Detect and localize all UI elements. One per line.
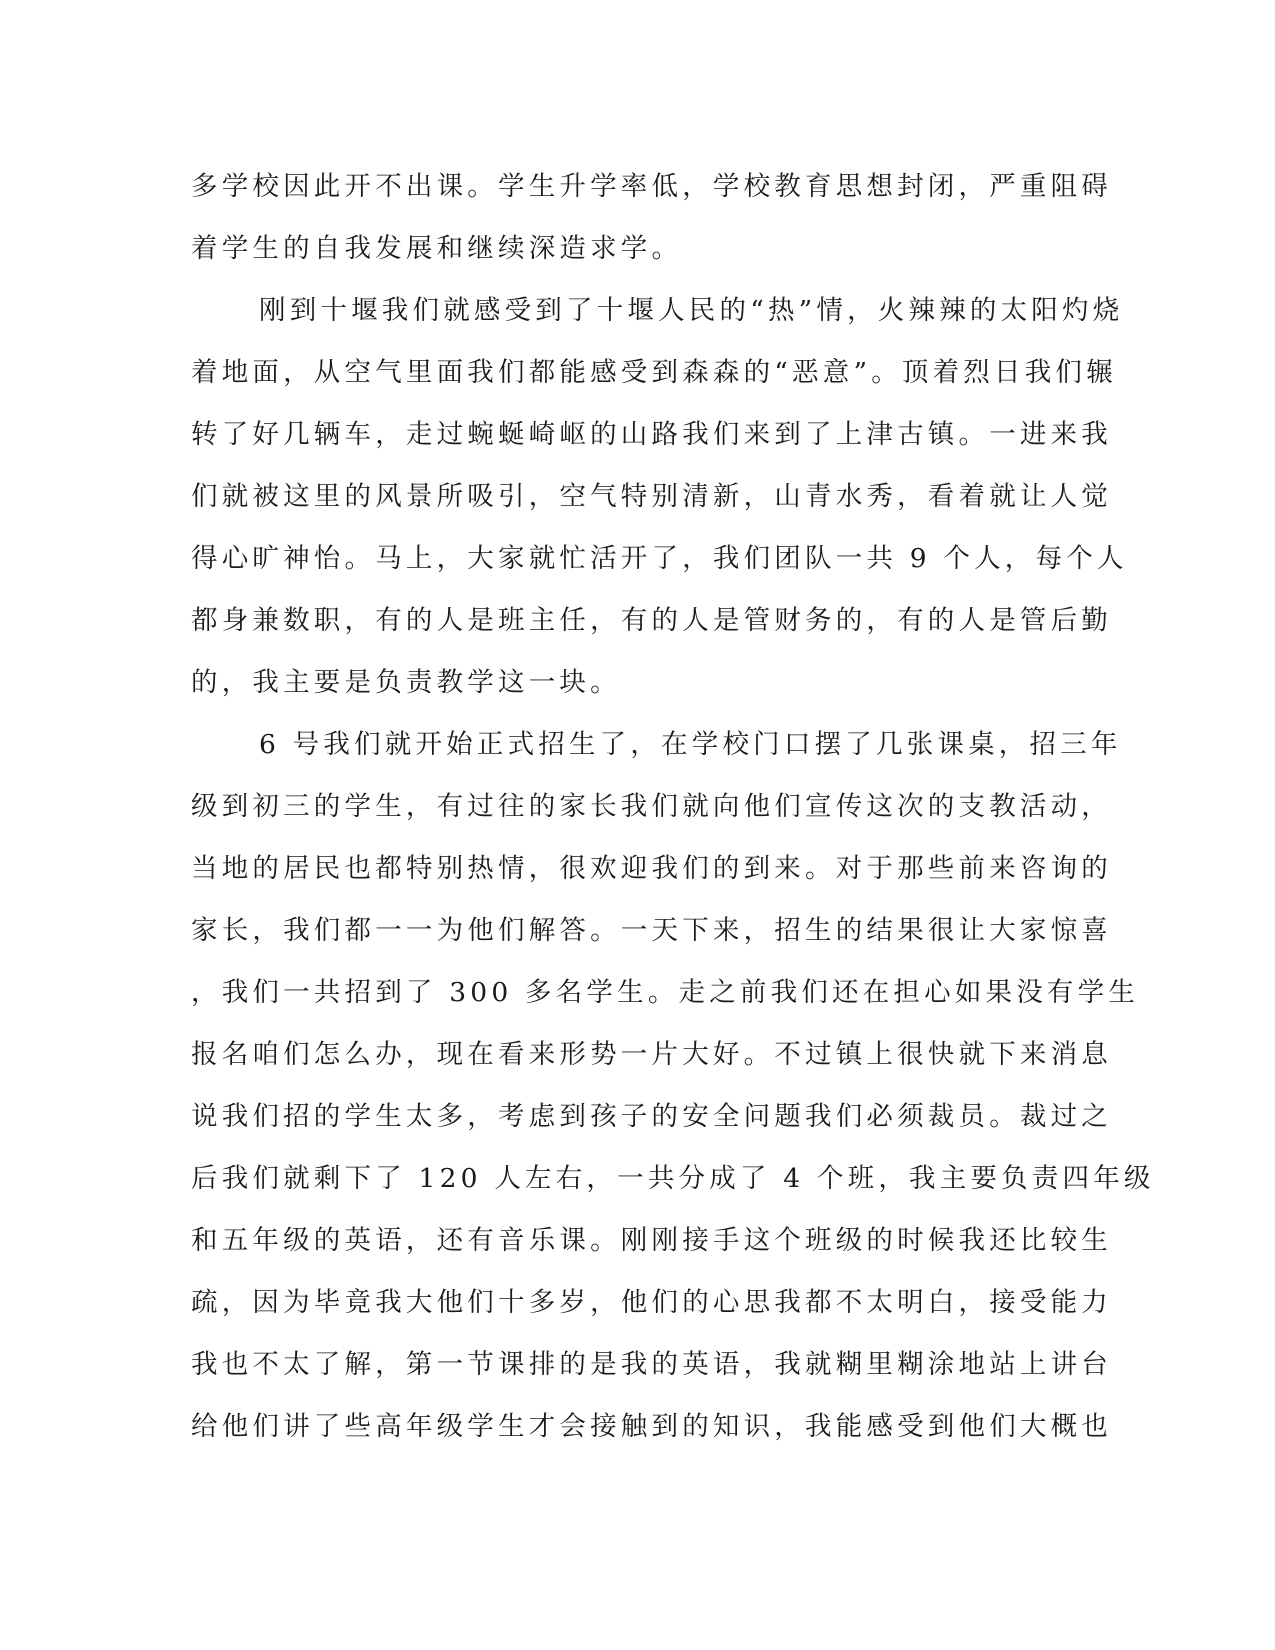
text-line: 和五年级的英语，还有音乐课。刚刚接手这个班级的时候我还比较生 [191, 1225, 1112, 1256]
text-line: 转了好几辆车，走过蜿蜒崎岖的山路我们来到了上津古镇。一进来我 [191, 419, 1112, 450]
text-line: 得心旷神怡。马上，大家就忙活开了，我们团队一共 9 个人，每个人 [191, 543, 1128, 574]
text-line: 我也不太了解，第一节课排的是我的英语，我就糊里糊涂地站上讲台 [191, 1349, 1112, 1380]
text-line: 多学校因此开不出课。学生升学率低，学校教育思想封闭，严重阻碍 [191, 171, 1112, 202]
text-line: 说我们招的学生太多，考虑到孩子的安全问题我们必须裁员。裁过之 [191, 1101, 1112, 1132]
text-line: 们就被这里的风景所吸引，空气特别清新，山青水秀，看着就让人觉 [191, 481, 1112, 512]
text-line: 6 号我们就开始正式招生了，在学校门口摆了几张课桌，招三年 [259, 729, 1122, 760]
text-line: 级到初三的学生，有过往的家长我们就向他们宣传这次的支教活动， [191, 791, 1112, 822]
text-line: 报名咱们怎么办，现在看来形势一片大好。不过镇上很快就下来消息 [191, 1039, 1112, 1070]
text-line: 给他们讲了些高年级学生才会接触到的知识，我能感受到他们大概也 [191, 1411, 1112, 1442]
text-line: 都身兼数职，有的人是班主任，有的人是管财务的，有的人是管后勤 [191, 605, 1112, 636]
paragraph-3 [191, 714, 1155, 1458]
text-line: 的，我主要是负责教学这一块。 [191, 667, 621, 698]
text-line: 着地面，从空气里面我们都能感受到森森的“恶意”。顶着烈日我们辗 [191, 357, 1117, 388]
text-line: 疏，因为毕竟我大他们十多岁，他们的心思我都不太明白，接受能力 [191, 1287, 1112, 1318]
text-line: 家长，我们都一一为他们解答。一天下来，招生的结果很让大家惊喜 [191, 915, 1112, 946]
text-line: 着学生的自我发展和继续深造求学。 [191, 233, 683, 264]
text-line: ，我们一共招到了 300 多名学生。走之前我们还在担心如果没有学生 [191, 977, 1140, 1008]
text-line: 当地的居民也都特别热情，很欢迎我们的到来。对于那些前来咨询的 [191, 853, 1112, 884]
paragraph-1 [191, 156, 1112, 280]
text-line: 后我们就剩下了 120 人左右，一共分成了 4 个班，我主要负责四年级 [191, 1163, 1155, 1194]
text-line: 刚到十堰我们就感受到了十堰人民的“热”情，火辣辣的太阳灼烧 [259, 295, 1124, 326]
paragraph-2 [191, 280, 1128, 714]
body-text [191, 156, 1155, 1458]
